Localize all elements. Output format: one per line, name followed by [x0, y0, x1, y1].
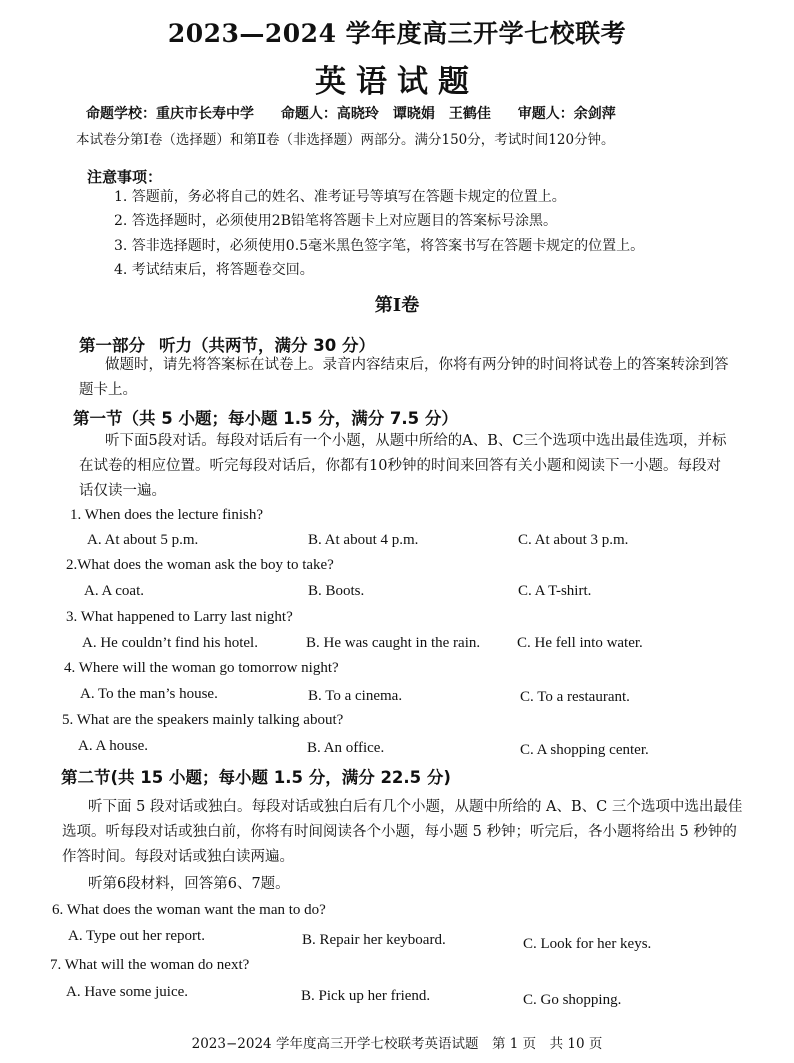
question-6: 6. What does the woman want the man to do?: [52, 902, 326, 918]
volume-heading: 第Ⅰ卷: [374, 295, 420, 316]
section2-material: 听第6段材料，回答第6、7题。: [88, 876, 290, 892]
notice-item: 2. 答选择题时，必须使用2B铅笔将答题卡上对应题目的答案标号涂黑。: [114, 213, 558, 229]
option-b: B. At about 4 p.m.: [308, 532, 419, 548]
option-c: C. He fell into water.: [517, 635, 643, 651]
option-a: A. To the man’s house.: [80, 686, 218, 702]
exam-subtitle: 英语试题: [315, 64, 479, 100]
option-c: C. At about 3 p.m.: [518, 532, 629, 548]
option-b: B. Boots.: [308, 583, 365, 599]
question-1: 1. When does the lecture finish?: [70, 507, 263, 523]
part1-instruction: 做题时，请先将答案标在试卷上。录音内容结束后，你将有两分钟的时间将试卷上的答案转涂到答题卡上。: [79, 357, 729, 398]
exam-intro: 本试卷分第Ⅰ卷（选择题）和第Ⅱ卷（非选择题）两部分。满分150分，考试时间120分钟。: [76, 132, 615, 148]
part1-name: 听力（共两节，满分 30 分）: [159, 336, 375, 355]
option-a: A. A coat.: [84, 583, 144, 599]
question-7: 7. What will the woman do next?: [50, 957, 250, 973]
option-c: C. To a restaurant.: [520, 689, 630, 705]
option-b: B. He was caught in the rain.: [306, 635, 481, 651]
option-a: A. Have some juice.: [66, 984, 189, 1000]
option-b: B. Repair her keyboard.: [302, 932, 446, 948]
exam-title: 2023—2024 学年度高三开学七校联考: [167, 19, 627, 48]
option-c: C. Look for her keys.: [523, 936, 652, 952]
option-c: C. A T-shirt.: [518, 583, 592, 599]
notice-item: 1. 答题前，务必将自己的姓名、准考证号等填写在答题卡规定的位置上。: [114, 189, 566, 205]
option-a: A. He couldn’t find his hotel.: [82, 635, 258, 651]
notice-item: 3. 答非选择题时，必须使用0.5毫米黑色签字笔，将答案书写在答题卡规定的位置上。: [114, 238, 645, 254]
option-a: A. Type out her report.: [68, 928, 205, 944]
option-a: A. A house.: [78, 738, 149, 754]
option-b: B. An office.: [307, 740, 385, 756]
part1-title: 第一部分: [79, 336, 145, 355]
notice-heading: 注意事项：: [87, 168, 163, 186]
authors: 命题人：高晓玲 谭晓娟 王鹤佳: [280, 106, 491, 122]
section2-title: 第二节(共 15 小题；每小题 1.5 分，满分 22.5 分): [61, 768, 451, 787]
page-footer: 2023−2024 学年度高三开学七校联考英语试题 第 1 页 共 10 页: [191, 1036, 603, 1052]
question-2: 2.What does the woman ask the boy to take?: [66, 557, 334, 573]
section1-instruction: 听下面5段对话。每段对话后有一个小题，从题中所给的A、B、C三个选项中选出最佳选项，并标在试卷的相应位置。听完每段对话后，你都有10秒钟的时间来回答有关小题和阅读下一小题。每段对话仅读一遍。: [79, 433, 727, 499]
reviewer: 审题人：余剑萍: [517, 106, 616, 122]
option-b: B. To a cinema.: [308, 688, 403, 704]
section2-instruction: 听下面 5 段对话或独白。每段对话或独白后有几个小题，从题中所给的 A、B、C 三个选项中选出最佳选项。听每段对话或独白前，你将有时间阅读各个小题，每小题 5 秒钟；听完后，各小题将给出 5 秒钟的作答时间。每段对话或独白读两遍。: [62, 799, 743, 865]
school: 命题学校：重庆市长寿中学: [86, 106, 254, 122]
question-3: 3. What happened to Larry last night?: [66, 609, 293, 625]
option-c: C. A shopping center.: [520, 742, 649, 758]
notice-item: 4. 考试结束后，将答题卷交回。: [114, 262, 314, 278]
section1-title: 第一节（共 5 小题；每小题 1.5 分，满分 7.5 分）: [73, 409, 458, 428]
option-c: C. Go shopping.: [523, 992, 622, 1008]
question-4: 4. Where will the woman go tomorrow night?: [64, 660, 339, 676]
question-5: 5. What are the speakers mainly talking about?: [62, 712, 344, 728]
exam-meta: [86, 103, 638, 123]
option-b: B. Pick up her friend.: [301, 988, 431, 1004]
option-a: A. At about 5 p.m.: [87, 532, 199, 548]
